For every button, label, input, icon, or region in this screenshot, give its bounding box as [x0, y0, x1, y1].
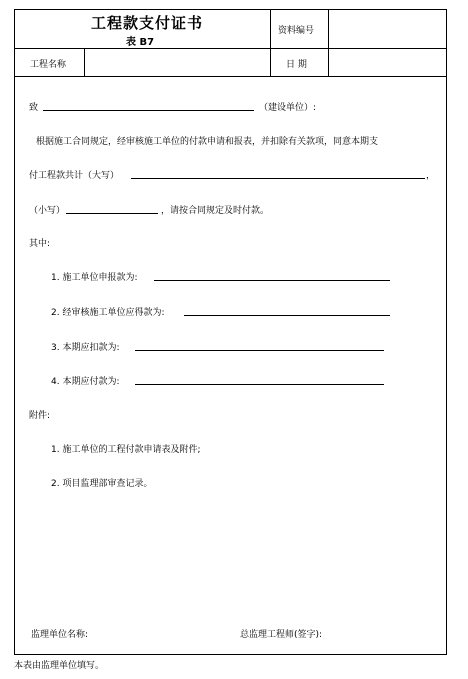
form-footnote: 本表由监理单位填写。 — [14, 661, 105, 671]
deduction-amount-blank[interactable] — [135, 350, 384, 351]
project-label-divider — [84, 48, 85, 76]
attachment-item: 2. 项目监理部审查记录。 — [51, 479, 153, 489]
client-unit-blank[interactable] — [43, 110, 254, 111]
payable-amount-blank[interactable] — [135, 384, 384, 385]
certificate-paragraph: 根据施工合同规定，经审核施工单位的付款申请和报表，并扣除有关款项，同意本期支 — [36, 137, 379, 147]
title-divider — [270, 10, 271, 48]
amount-upper-label: 付工程款共计（大写） — [29, 171, 120, 181]
date-label: 日 期 — [286, 60, 307, 70]
amount-lower-blank[interactable] — [66, 213, 158, 214]
supervisor-unit-label: 监理单位名称: — [31, 630, 89, 640]
chief-engineer-label: 总监理工程师(签字): — [240, 630, 323, 640]
amount-upper-blank[interactable] — [131, 178, 425, 179]
declared-amount-blank[interactable] — [154, 280, 390, 281]
form-code: 表 B7 — [126, 37, 155, 48]
amount-lower-suffix: ，请按合同规定及时付款。 — [161, 206, 270, 216]
form-title: 工程款支付证书 — [91, 14, 204, 32]
date-label-divider — [270, 48, 271, 76]
item-deduction-amount: 3. 本期应扣款为: — [51, 343, 120, 353]
header-divider — [15, 48, 446, 49]
amount-upper-end: ， — [426, 171, 436, 181]
project-name-label: 工程名称 — [30, 60, 67, 70]
approved-amount-blank[interactable] — [184, 315, 390, 316]
doc-no-label: 资料编号 — [278, 26, 315, 36]
to-prefix: 致 — [29, 103, 39, 113]
among-label: 其中: — [29, 239, 51, 249]
project-row-divider — [15, 76, 446, 77]
attachment-item: 1. 施工单位的工程付款申请表及附件; — [51, 445, 201, 455]
item-payable-amount: 4. 本期应付款为: — [51, 377, 120, 387]
attachments-label: 附件: — [29, 411, 51, 421]
payment-certificate-form — [14, 9, 447, 655]
item-approved-amount: 2. 经审核施工单位应得款为: — [51, 308, 165, 318]
value-column-divider — [328, 10, 329, 76]
to-suffix: （建设单位）: — [259, 103, 317, 113]
item-declared-amount: 1. 施工单位申报款为: — [51, 273, 138, 283]
amount-lower-label: （小写） — [29, 206, 66, 216]
